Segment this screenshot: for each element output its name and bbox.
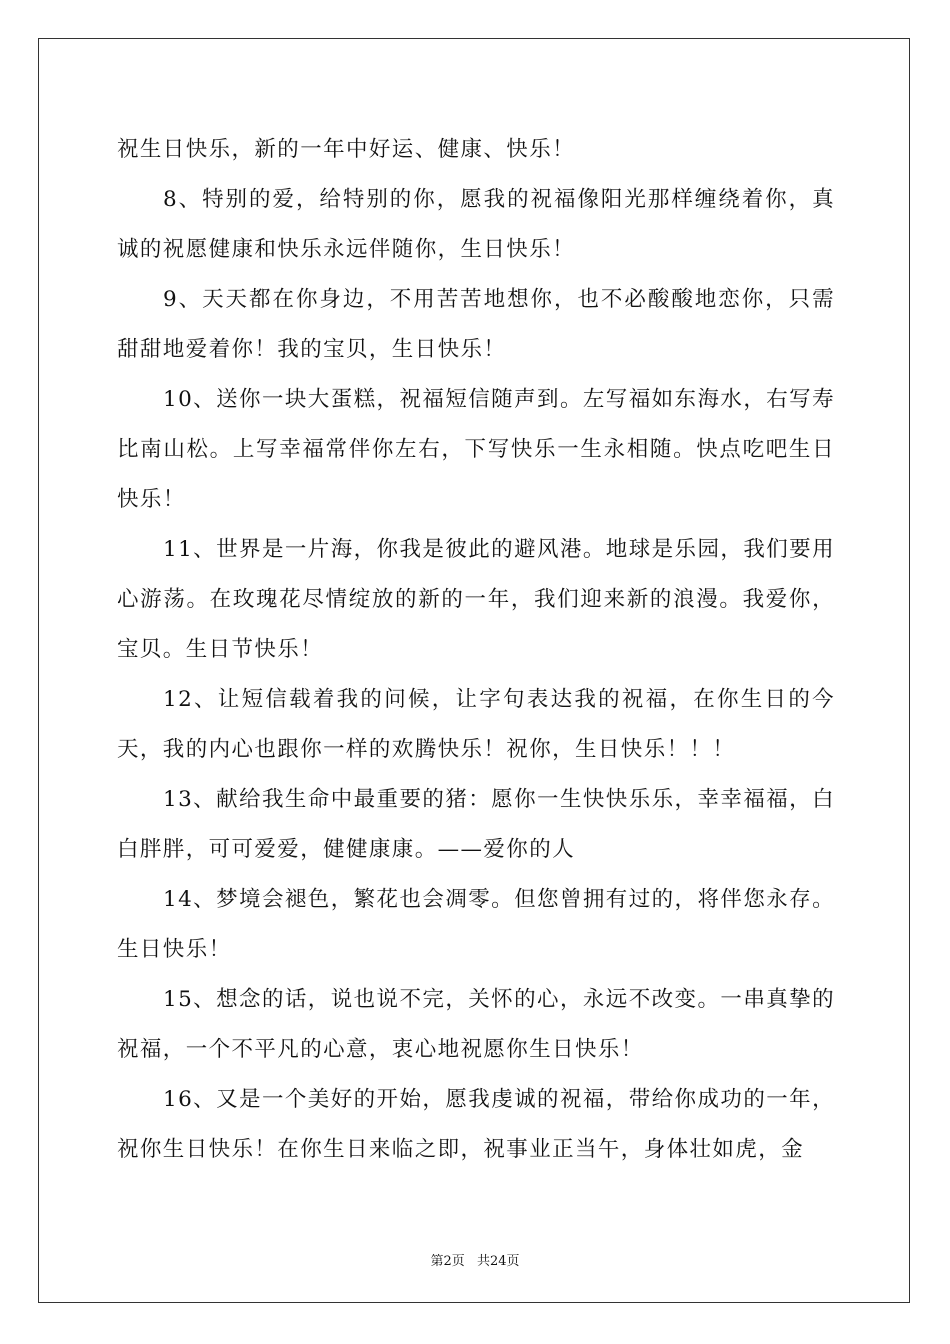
paragraph-13: 13、献给我生命中最重要的猪：愿你一生快快乐乐，幸幸福福，白白胖胖，可可爱爱，健健康康。——爱你的人 bbox=[117, 787, 835, 862]
paragraph-continuation: 祝生日快乐，新的一年中好运、健康、快乐！ bbox=[117, 137, 576, 162]
paragraph-9: 9、天天都在你身边，不用苦苦地想你，也不必酸酸地恋你，只需甜甜地爱着你！我的宝贝，生日快乐！ bbox=[117, 287, 835, 362]
paragraph-12: 12、让短信载着我的问候，让字句表达我的祝福，在你生日的今天，我的内心也跟你一样的欢腾快乐！祝你，生日快乐！！！ bbox=[117, 687, 835, 762]
paragraph-8: 8、特别的爱，给特别的你，愿我的祝福像阳光那样缠绕着你，真诚的祝愿健康和快乐永远伴随你，生日快乐！ bbox=[117, 187, 835, 262]
page-total: 共24页 bbox=[476, 1254, 520, 1269]
paragraph-16: 16、又是一个美好的开始，愿我虔诚的祝福，带给你成功的一年，祝你生日快乐！在你生日来临之即，祝事业正当午，身体壮如虎，金 bbox=[117, 1087, 835, 1162]
page-footer bbox=[0, 1250, 950, 1269]
paragraph-15: 15、想念的话，说也说不完，关怀的心，永远不改变。一串真挚的祝福，一个不平凡的心意，衷心地祝愿你生日快乐！ bbox=[117, 987, 835, 1062]
paragraph-11: 11、世界是一片海，你我是彼此的避风港。地球是乐园，我们要用心游荡。在玫瑰花尽情绽放的新的一年，我们迎来新的浪漫。我爱你，宝贝。生日节快乐！ bbox=[117, 537, 835, 662]
paragraph-14: 14、梦境会褪色，繁花也会凋零。但您曾拥有过的，将伴您永存。生日快乐！ bbox=[117, 887, 835, 962]
page-number: 第2页 bbox=[430, 1254, 465, 1269]
paragraph-10: 10、送你一块大蛋糕，祝福短信随声到。左写福如东海水，右写寿比南山松。上写幸福常伴你左右，下写快乐一生永相随。快点吃吧生日快乐！ bbox=[117, 387, 835, 512]
document-body bbox=[117, 125, 835, 1175]
